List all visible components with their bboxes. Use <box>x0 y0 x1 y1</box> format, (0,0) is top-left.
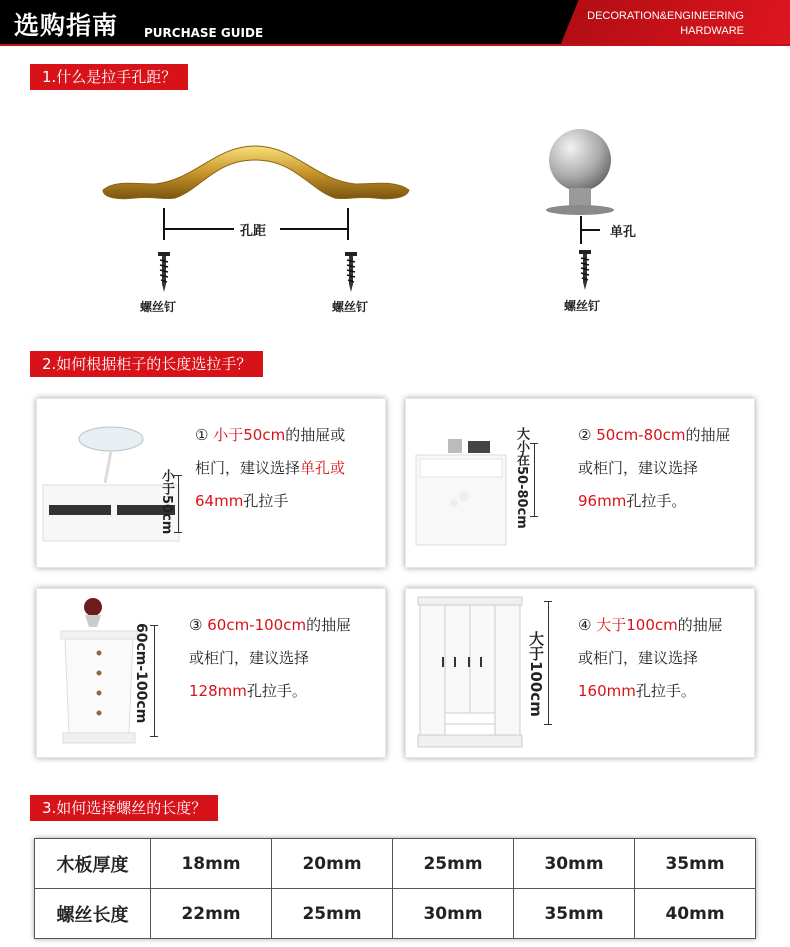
card-2-advice: 或柜门，建议选择 <box>578 459 699 477</box>
table-cell: 40mm <box>635 889 756 939</box>
table-cell: 25mm <box>272 889 393 939</box>
table-cell: 35mm <box>635 839 756 889</box>
header-divider <box>0 44 790 46</box>
screw-length-table <box>34 838 756 939</box>
screw-icon <box>344 252 358 292</box>
card-3-num: ③ <box>189 616 203 634</box>
header-brand-line2: HARDWARE <box>680 25 744 37</box>
screw-label-middle: 螺丝钉 <box>332 300 369 314</box>
screw-label-right: 螺丝钉 <box>564 299 601 313</box>
card-4-desc: 的抽屉 <box>677 616 723 634</box>
card-3-size-bracket <box>150 625 158 737</box>
card-3-suffix: 孔拉手。 <box>246 682 307 700</box>
table-cell: 20mm <box>272 839 393 889</box>
table-cell: 25mm <box>393 839 514 889</box>
section-1-title: 1.什么是拉手孔距？ <box>30 64 188 90</box>
guide-card-1 <box>36 398 386 568</box>
card-1-advice: 柜门，建议选择 <box>195 459 301 477</box>
header-subtitle: PURCHASE GUIDE <box>144 26 264 40</box>
card-4-num: ④ <box>578 616 592 634</box>
header-brand-line1: DECORATION&ENGINEERING <box>587 10 744 22</box>
screw-icon <box>157 252 171 292</box>
section-3-title: 3.如何选择螺丝的长度？ <box>30 795 218 821</box>
header-brand-text <box>587 9 744 39</box>
table-row <box>35 839 756 889</box>
card-4-size-label: 大于100cm <box>527 631 545 717</box>
card-3-size: 128mm <box>189 682 247 700</box>
card-1-size: 64mm <box>195 492 244 510</box>
card-1-size-label: 小于50cm <box>159 469 174 535</box>
screw-label-left: 螺丝钉 <box>140 300 177 314</box>
table-cell: 30mm <box>514 839 635 889</box>
chest-of-drawers-image <box>55 597 145 747</box>
card-1-size-bracket <box>174 475 182 533</box>
table-row-header: 木板厚度 <box>35 839 151 889</box>
hole-distance-label: 孔距 <box>240 224 267 239</box>
card-4-advice: 或柜门，建议选择 <box>578 649 699 667</box>
screw-icon <box>578 250 592 290</box>
card-1-desc: 的抽屉或 <box>285 426 346 444</box>
table-cell: 30mm <box>393 889 514 939</box>
section-2-title: 2.如何根据柜子的长度选拉手？ <box>30 351 263 377</box>
card-2-range: 50cm-80cm <box>596 426 686 444</box>
table-cell: 22mm <box>151 889 272 939</box>
header-title: 选购指南 <box>14 11 119 40</box>
card-1-option: 单孔或 <box>300 459 346 477</box>
guide-card-3 <box>36 588 386 758</box>
single-hole-label: 单孔 <box>610 225 637 240</box>
handle-image <box>95 140 415 210</box>
table-cell: 35mm <box>514 889 635 939</box>
card-4-size-bracket <box>544 601 552 725</box>
guide-card-4 <box>405 588 755 758</box>
card-2-suffix: 孔拉手。 <box>626 492 687 510</box>
guide-card-2 <box>405 398 755 568</box>
card-2-size-bracket <box>530 443 538 517</box>
table-row <box>35 889 756 939</box>
knob-image <box>540 128 620 220</box>
single-hole-dimension <box>576 216 606 246</box>
card-3-size-label: 60cm-100cm <box>133 623 149 724</box>
card-4-size: 160mm <box>578 682 636 700</box>
card-4-suffix: 孔拉手。 <box>635 682 696 700</box>
card-3-range: 60cm-100cm <box>207 616 307 634</box>
page-header <box>0 0 790 46</box>
card-1-text <box>195 419 345 518</box>
card-4-range: 大于100cm <box>596 616 678 634</box>
card-2-num: ② <box>578 426 592 444</box>
card-4-text <box>578 609 723 708</box>
card-1-num: ① <box>195 426 209 444</box>
card-2-size-label: 大小在50-80cm <box>514 427 529 529</box>
wardrobe-image <box>414 595 526 753</box>
card-3-advice: 或柜门，建议选择 <box>189 649 310 667</box>
card-1-range: 小于50cm <box>213 426 286 444</box>
card-2-text <box>578 419 731 518</box>
table-row-header: 螺丝长度 <box>35 889 151 939</box>
card-2-size: 96mm <box>578 492 627 510</box>
card-1-suffix: 孔拉手 <box>243 492 289 510</box>
card-2-desc: 的抽屉 <box>685 426 731 444</box>
sideboard-image <box>414 437 510 547</box>
table-cell: 18mm <box>151 839 272 889</box>
card-3-text <box>189 609 351 708</box>
card-3-desc: 的抽屉 <box>306 616 352 634</box>
